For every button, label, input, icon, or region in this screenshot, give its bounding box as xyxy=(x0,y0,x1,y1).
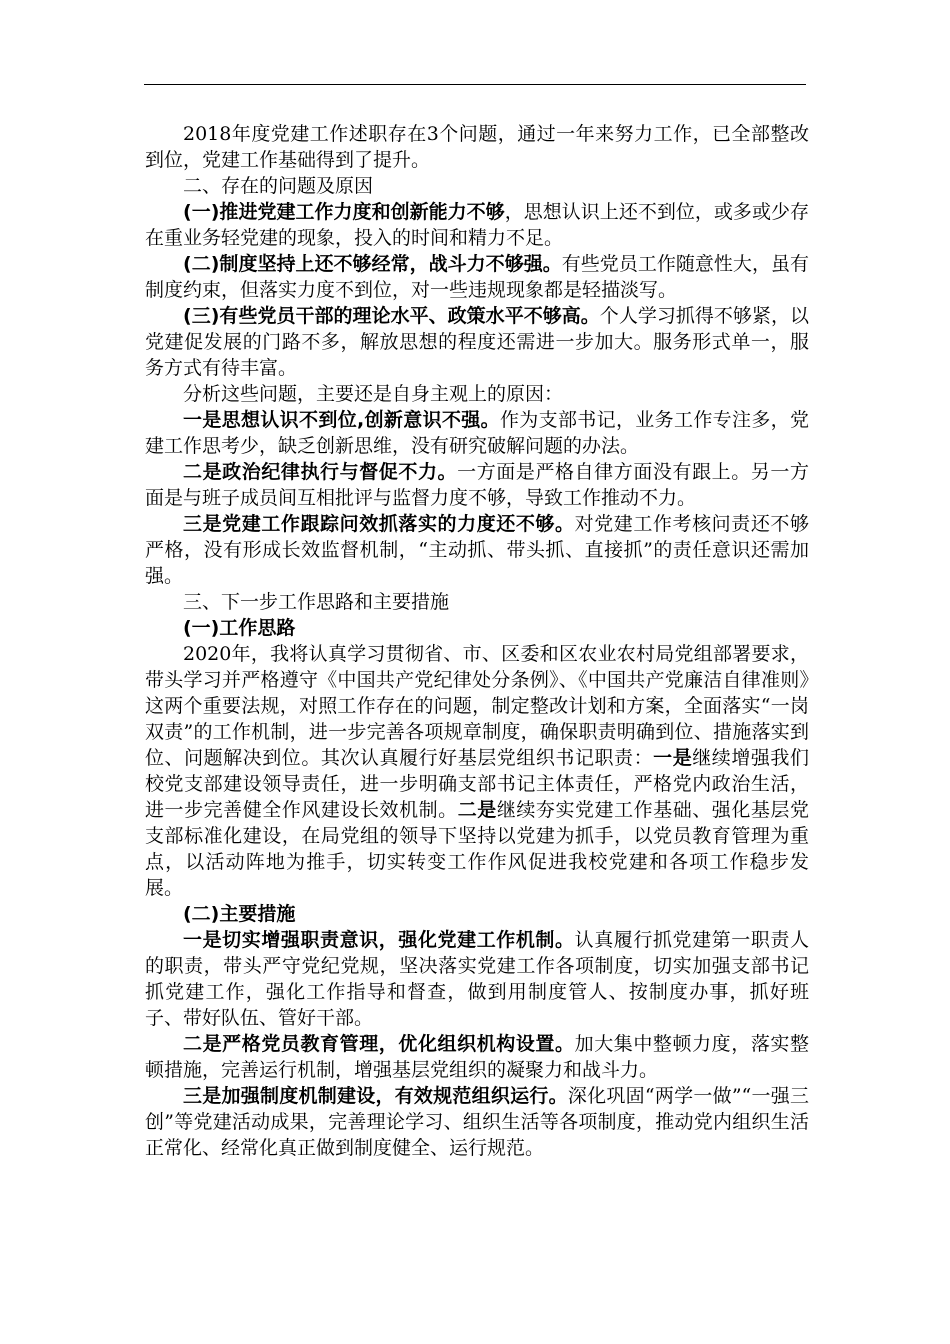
header-rule xyxy=(144,84,806,85)
paragraph: 三是加强制度机制建设，有效规范组织运行。深化巩固“两学一做”“一强三创”等党建活动成果，完善理论学习、组织生活等各项制度，推动党内组织生活正常化、经常化真正做到制度健全、运行规范。 xyxy=(145,1085,809,1159)
paragraph: (二)制度坚持上还不够经常，战斗力不够强。有些党员工作随意性大，虽有制度约束，但落实力度不到位，对一些违规现象都是轻描淡写。 xyxy=(145,253,809,301)
paragraph: (三)有些党员干部的理论水平、政策水平不够高。个人学习抓得不够紧，以党建促发展的门路不多，解放思想的程度还需进一步加大。服务形式单一，服务方式有待丰富。 xyxy=(145,305,809,379)
subsection-heading: (一)工作思路 xyxy=(183,617,296,639)
paragraph: 一是思想认识不到位,创新意识不强。作为支部书记，业务工作专注多，党建工作思考少，缺乏创新思维，没有研究破解问题的办法。 xyxy=(145,409,810,457)
document-body xyxy=(145,121,809,1161)
section-heading: 三、下一步工作思路和主要措施 xyxy=(183,591,450,613)
paragraph: 2018年度党建工作述职存在3个问题，通过一年来努力工作，已全部整改到位，党建工作基础得到了提升。 xyxy=(145,123,809,171)
subsection-heading: (二)主要措施 xyxy=(183,903,296,925)
paragraph: 分析这些问题，主要还是自身主观上的原因： xyxy=(183,383,564,405)
paragraph: (一)推进党建工作力度和创新能力不够，思想认识上还不到位，或多或少存在重业务轻党建的现象，投入的时间和精力不足。 xyxy=(145,201,809,249)
paragraph: 一是切实增强职责意识，强化党建工作机制。认真履行抓党建第一职责人的职责，带头严守党纪党规，坚决落实党建工作各项制度，切实加强支部书记抓党建工作，强化工作指导和督查，做到用制度管人、按制度办事，抓好班子、带好队伍、管好干部。 xyxy=(145,929,809,1029)
paragraph: 二是政治纪律执行与督促不力。一方面是严格自律方面没有跟上。另一方面是与班子成员间互相批评与监督力度不够，导致工作推动不力。 xyxy=(145,461,809,509)
paragraph: 2020年，我将认真学习贯彻省、市、区委和区农业农村局党组部署要求，带头学习并严格遵守《中国共产党纪律处分条例》、《中国共产党廉洁自律准则》这两个重要法规，对照工作存在的问题，制定整改计划和方案，全面落实“一岗双责”的工作机制，进一步完善各项规章制度，确保职责明确到位、措施落实到位、问题解决到位。其次认真履行好基层党组织书记职责：一是继续增强我们校党支部建设领导责任，进一步明确支部书记主体责任，严格党内政治生活，进一步完善健全作风建设长效机制。二是继续夯实党建工作基础、强化基层党支部标准化建设，在局党组的领导下坚持以党建为抓手，以党员教育管理为重点，以活动阵地为推手，切实转变工作作风促进我校党建和各项工作稳步发展。 xyxy=(145,643,809,899)
paragraph: 二是严格党员教育管理，优化组织机构设置。加大集中整顿力度，落实整顿措施，完善运行机制，增强基层党组织的凝聚力和战斗力。 xyxy=(145,1033,809,1081)
paragraph: 三是党建工作跟踪问效抓落实的力度还不够。对党建工作考核问责还不够严格，没有形成长效监督机制，“主动抓、带头抓、直接抓”的责任意识还需加强。 xyxy=(145,513,809,587)
section-heading: 二、存在的问题及原因 xyxy=(183,175,374,197)
